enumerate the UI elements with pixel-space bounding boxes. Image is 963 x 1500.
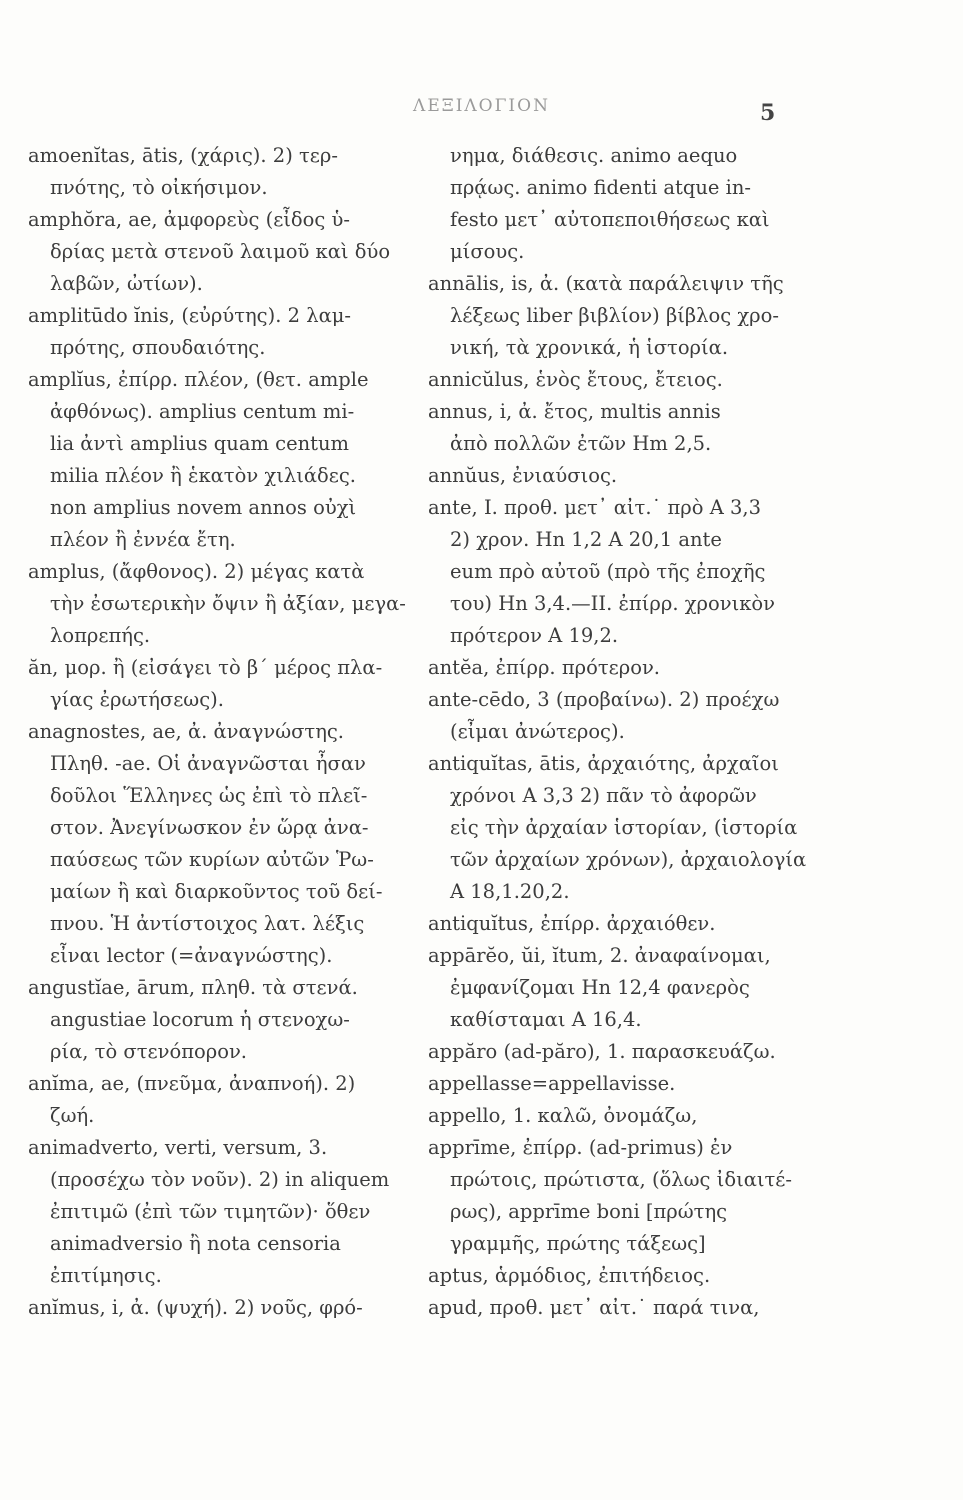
dictionary-line: antĕa, ἐπίρρ. πρότερον. bbox=[428, 656, 661, 679]
dictionary-line: πνου. Ἡ ἀντίστοιχος λατ. λέξις bbox=[50, 912, 365, 935]
dictionary-line: ăn, μορ. ἢ (εἰσάγει τὸ β΄ μέρος πλα- bbox=[28, 656, 383, 679]
dictionary-line: amoenĭtas, ātis, (χάρις). 2) τερ- bbox=[28, 144, 338, 167]
dictionary-line: εἶναι lector (=ἀναγνώστης). bbox=[50, 944, 333, 967]
dictionary-line: πνότης, τὸ οἰκήσιμον. bbox=[50, 176, 268, 199]
dictionary-line: A 18,1.20,2. bbox=[450, 880, 570, 903]
dictionary-line: παύσεως τῶν κυρίων αὐτῶν Ῥω- bbox=[50, 848, 374, 871]
dictionary-line: apprīme, ἐπίρρ. (ad-primus) ἐν bbox=[428, 1136, 733, 1159]
dictionary-line: anĭmus, i, ἀ. (ψυχή). 2) νοῦς, φρό- bbox=[28, 1296, 363, 1319]
dictionary-line: δρίας μετὰ στενοῦ λαιμοῦ καὶ δύο bbox=[50, 240, 391, 263]
right-column bbox=[428, 140, 828, 1324]
dictionary-line: εἰς τὴν ἀρχαίαν ἱστορίαν, (ἱστορία bbox=[450, 816, 798, 839]
dictionary-line: angustiae locorum ἡ στενοχω- bbox=[50, 1008, 350, 1031]
dictionary-line: appellasse=appellavisse. bbox=[428, 1072, 676, 1095]
dictionary-line: appārĕo, ŭi, ĭtum, 2. ἀναφαίνομαι, bbox=[428, 944, 771, 967]
dictionary-line: ἐμφανίζομαι Hn 12,4 φανερὸς bbox=[450, 976, 750, 999]
dictionary-line: anĭma, ae, (πνεῦμα, ἀναπνοή). 2) bbox=[28, 1072, 356, 1095]
left-column bbox=[28, 140, 408, 1324]
dictionary-line: ρία, τὸ στενόπορον. bbox=[50, 1040, 248, 1063]
dictionary-line: του) Hn 3,4.—II. ἐπίρρ. χρονικὸν bbox=[450, 592, 776, 615]
dictionary-line: annŭus, ἐνιαύσιος. bbox=[428, 464, 618, 487]
dictionary-line: ἐπιτιμῶ (ἐπὶ τῶν τιμητῶν)· ὅθεν bbox=[50, 1200, 371, 1223]
dictionary-line: amplus, (ἄφθονος). 2) μέγας κατὰ bbox=[28, 560, 365, 583]
dictionary-line: non amplius novem annos οὐχὶ bbox=[50, 496, 357, 519]
dictionary-line: aptus, ἁρμόδιος, ἐπιτήδειος. bbox=[428, 1264, 711, 1287]
dictionary-line: ζωή. bbox=[50, 1104, 95, 1127]
dictionary-line: annālis, is, ἀ. (κατὰ παράλειψιν τῆς bbox=[428, 272, 784, 295]
dictionary-line: λαβῶν, ὠτίων). bbox=[50, 272, 203, 295]
dictionary-line: ante, I. προθ. μετ᾽ αἰτ.˙ πρὸ A 3,3 bbox=[428, 496, 761, 519]
dictionary-line: στον. Ἀνεγίνωσκον ἐν ὥρᾳ ἀνα- bbox=[50, 816, 369, 839]
dictionary-line: καθίσταμαι A 16,4. bbox=[450, 1008, 642, 1031]
dictionary-line: festo μετ᾽ αὐτοπεποιθήσεως καὶ bbox=[450, 208, 770, 231]
dictionary-line: annicŭlus, ἑνὸς ἔτους, ἔτειος. bbox=[428, 368, 723, 391]
dictionary-line: appăro (ad-păro), 1. παρασκευάζω. bbox=[428, 1040, 776, 1063]
dictionary-line: ἀφθόνως). amplius centum mi- bbox=[50, 400, 355, 423]
dictionary-line: πλέον ἢ ἐννέα ἔτη. bbox=[50, 528, 236, 551]
dictionary-line: νημα, διάθεσις. animo aequo bbox=[450, 144, 738, 167]
dictionary-line: τῶν ἀρχαίων χρόνων), ἀρχαιολογία bbox=[450, 848, 807, 871]
dictionary-line: Πληθ. -ae. Οἱ ἀναγνῶσται ἦσαν bbox=[50, 752, 366, 775]
dictionary-line: ἐπιτίμησις. bbox=[50, 1264, 162, 1287]
dictionary-line: apud, προθ. μετ᾽ αἰτ.˙ παρά τινα, bbox=[428, 1296, 760, 1319]
dictionary-line: eum πρὸ αὐτοῦ (πρὸ τῆς ἐποχῆς bbox=[450, 560, 766, 583]
running-title: ΛΕΞΙΛΟΓΙΟΝ bbox=[413, 96, 550, 116]
dictionary-line: angustĭae, ārum, πληθ. τὰ στενά. bbox=[28, 976, 358, 999]
dictionary-line: μαίων ἢ καὶ διαρκοῦντος τοῦ δεί- bbox=[50, 880, 383, 903]
dictionary-line: νική, τὰ χρονικά, ἡ ἱστορία. bbox=[450, 336, 729, 359]
dictionary-line: γίας ἐρωτήσεως). bbox=[50, 688, 224, 711]
dictionary-line: τὴν ἐσωτερικὴν ὄψιν ἢ ἀξίαν, μεγα- bbox=[50, 592, 406, 615]
page-number: 5 bbox=[760, 100, 776, 126]
dictionary-line: μίσους. bbox=[450, 240, 525, 263]
dictionary-line: lia ἀντὶ amplius quam centum bbox=[50, 432, 350, 455]
dictionary-line: antiquĭtas, ātis, ἀρχαιότης, ἀρχαῖοι bbox=[428, 752, 779, 775]
dictionary-line: amphŏra, ae, ἀμφορεὺς (εἶδος ὑ- bbox=[28, 208, 350, 231]
dictionary-line: ρως), apprīme boni [πρώτης bbox=[450, 1200, 728, 1223]
dictionary-line: πρότερον A 19,2. bbox=[450, 624, 619, 647]
dictionary-line: λέξεως liber βιβλίον) βίβλος χρο- bbox=[450, 304, 779, 327]
dictionary-line: annus, i, ἀ. ἔτος, multis annis bbox=[428, 400, 721, 423]
dictionary-line: πρώτοις, πρώτιστα, (ὅλως ἰδιαιτέ- bbox=[450, 1168, 793, 1191]
dictionary-line: 2) χρον. Hn 1,2 A 20,1 ante bbox=[450, 528, 722, 551]
dictionary-line: (εἶμαι ἀνώτερος). bbox=[450, 720, 625, 743]
dictionary-line: animadverto, verti, versum, 3. bbox=[28, 1136, 328, 1159]
dictionary-line: anagnostes, ae, ἀ. ἀναγνώστης. bbox=[28, 720, 345, 743]
dictionary-line: πρᾴως. animo fidenti atque in- bbox=[450, 176, 752, 199]
dictionary-line: appello, 1. καλῶ, ὀνομάζω, bbox=[428, 1104, 698, 1127]
dictionary-line: γραμμῆς, πρώτης τάξεως] bbox=[450, 1232, 706, 1255]
dictionary-line: milia πλέον ἢ ἑκατὸν χιλιάδες. bbox=[50, 464, 356, 487]
dictionary-line: ante-cēdo, 3 (προβαίνω). 2) προέχω bbox=[428, 688, 780, 711]
dictionary-line: χρόνοι A 3,3 2) πᾶν τὸ ἀφορῶν bbox=[450, 784, 757, 807]
dictionary-line: amplitūdo ĭnis, (εὐρύτης). 2 λαμ- bbox=[28, 304, 351, 327]
dictionary-line: (προσέχω τὸν νοῦν). 2) in aliquem bbox=[50, 1168, 390, 1191]
dictionary-line: amplĭus, ἐπίρρ. πλέον, (θετ. ample bbox=[28, 368, 369, 391]
dictionary-line: antiquĭtus, ἐπίρρ. ἀρχαιόθεν. bbox=[428, 912, 716, 935]
dictionary-line: λοπρεπής. bbox=[50, 624, 151, 647]
dictionary-line: δοῦλοι Ἕλληνες ὡς ἐπὶ τὸ πλεῖ- bbox=[50, 784, 368, 807]
dictionary-line: animadversio ἢ nota censoria bbox=[50, 1232, 341, 1255]
dictionary-line: πρότης, σπουδαιότης. bbox=[50, 336, 266, 359]
dictionary-line: ἀπὸ πολλῶν ἐτῶν Hm 2,5. bbox=[450, 432, 712, 455]
